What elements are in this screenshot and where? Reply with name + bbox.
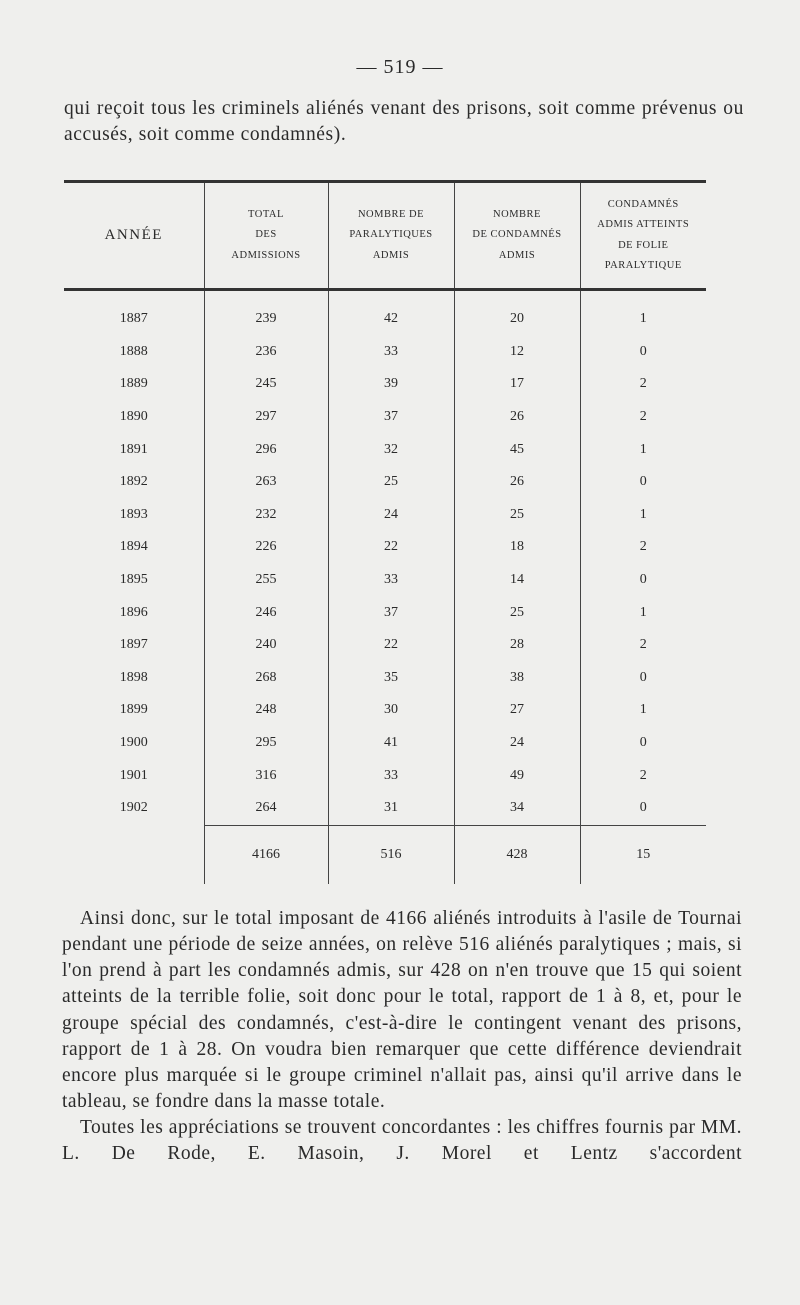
header-total-line3: ADMISSIONS — [231, 249, 301, 261]
conclusion-paragraph-1: Ainsi donc, sur le total imposant de 4166 aliénés introduits à l'asile de Tournai pendant une période de seize années, on relève 516 aliénés paralytiques ; mais, si l'on prend à part les condamnés admis, sur 428 on n'en trouve que 15 qui soient atteints de la terrible folie, soit donc pour le total, rapport de 1 à 8, et, pour le groupe spécial des condamnés, c'est-à-dire le contingent venant des prisons, rapport de 1 à 28. On voudra bien remarquer que cette différence deviendrait encore plus marquée si le groupe criminel n'allait pas, ainsi qu'il arrive dans le tableau, se fondre dans la masse totale. — [62, 908, 742, 1112]
table-row — [64, 401, 706, 434]
row-paralytic-convicts-cell: 0 — [580, 662, 706, 695]
row-total-admissions-cell: 232 — [204, 499, 328, 532]
row-convicts-cell: 26 — [454, 401, 580, 434]
row-total-admissions-cell: 297 — [204, 401, 328, 434]
table-row — [64, 433, 706, 466]
header-paralytics — [328, 182, 454, 290]
row-convicts-cell: 24 — [454, 727, 580, 760]
table-row — [64, 596, 706, 629]
row-year-cell: 1889 — [119, 376, 148, 392]
row-total-admissions-cell: 296 — [204, 433, 328, 466]
header-condpar-line4: PARALYTIQUE — [604, 259, 682, 271]
row-paralytics-cell: 25 — [328, 466, 454, 499]
row-convicts-cell: 28 — [454, 629, 580, 662]
row-convicts-cell: 38 — [454, 662, 580, 695]
row-convicts-cell: 12 — [454, 336, 580, 369]
table-header-row — [64, 182, 706, 290]
page-number: — 519 — — [356, 56, 444, 78]
row-total-admissions-cell: 236 — [204, 336, 328, 369]
header-condpar-line2: ADMIS ATTEINTS — [597, 219, 690, 231]
total-convicts-sum: 428 — [454, 825, 580, 884]
intro-paragraph: qui reçoit tous les criminels aliénés venant des prisons, soit comme prévenus ou accusés, soit comme condamnés). — [64, 98, 744, 145]
row-convicts-cell: 20 — [454, 290, 580, 336]
row-total-admissions-cell: 268 — [204, 662, 328, 695]
table-row — [64, 629, 706, 662]
row-year-cell: 1893 — [119, 506, 148, 522]
table-row — [64, 792, 706, 825]
row-year-cell: 1895 — [119, 572, 148, 588]
table-row — [64, 466, 706, 499]
header-cond-line1: NOMBRE — [493, 208, 541, 220]
total-paralytics-sum: 516 — [328, 825, 454, 884]
header-year: ANNÉE — [64, 182, 204, 290]
row-total-admissions-cell: 239 — [204, 290, 328, 336]
row-paralytics-cell: 39 — [328, 368, 454, 401]
table-row — [64, 564, 706, 597]
row-year-cell: 1902 — [119, 800, 148, 816]
row-total-admissions-cell: 226 — [204, 531, 328, 564]
table-row — [64, 368, 706, 401]
header-paraly-line2: PARALYTIQUES — [349, 229, 433, 241]
row-paralytic-convicts-cell: 0 — [580, 466, 706, 499]
totals-blank-cell — [64, 825, 204, 884]
row-paralytic-convicts-cell: 0 — [580, 792, 706, 825]
row-total-admissions-cell: 240 — [204, 629, 328, 662]
row-paralytic-convicts-cell: 2 — [580, 531, 706, 564]
table-body — [64, 290, 706, 826]
row-paralytics-cell: 41 — [328, 727, 454, 760]
row-convicts-cell: 25 — [454, 499, 580, 532]
row-paralytics-cell: 22 — [328, 531, 454, 564]
header-cond-line3: ADMIS — [498, 249, 536, 261]
row-convicts-cell: 26 — [454, 466, 580, 499]
row-paralytics-cell: 33 — [328, 759, 454, 792]
row-convicts-cell: 25 — [454, 596, 580, 629]
table-row — [64, 759, 706, 792]
row-paralytic-convicts-cell: 0 — [580, 564, 706, 597]
conclusion-paragraph-2: Toutes les appréciations se trouvent concordantes : les chiffres fournis par MM. L. De Rode, E. Masoin, J. Morel et Lentz s'accordent — [62, 1117, 742, 1165]
row-total-admissions-cell: 316 — [204, 759, 328, 792]
row-convicts-cell: 45 — [454, 433, 580, 466]
header-total-admissions — [204, 182, 328, 290]
row-paralytic-convicts-cell: 1 — [580, 499, 706, 532]
row-total-admissions-cell: 246 — [204, 596, 328, 629]
row-year-cell: 1887 — [119, 311, 148, 327]
table-row — [64, 662, 706, 695]
row-paralytics-cell: 33 — [328, 564, 454, 597]
row-total-admissions-cell: 245 — [204, 368, 328, 401]
table-row — [64, 694, 706, 727]
table-row — [64, 290, 706, 336]
row-year-cell: 1892 — [119, 474, 148, 490]
header-paraly-line3: ADMIS — [372, 249, 410, 261]
row-year-cell: 1896 — [119, 604, 148, 620]
row-convicts-cell: 17 — [454, 368, 580, 401]
row-convicts-cell: 27 — [454, 694, 580, 727]
row-paralytic-convicts-cell: 2 — [580, 759, 706, 792]
row-year-cell: 1901 — [119, 767, 148, 783]
row-convicts-cell: 18 — [454, 531, 580, 564]
row-paralytic-convicts-cell: 1 — [580, 694, 706, 727]
row-year-cell: 1894 — [119, 539, 148, 555]
row-paralytics-cell: 37 — [328, 401, 454, 434]
total-paralytic-convicts-sum: 15 — [580, 825, 706, 884]
row-paralytics-cell: 30 — [328, 694, 454, 727]
row-paralytics-cell: 42 — [328, 290, 454, 336]
row-year-cell: 1899 — [119, 702, 148, 718]
row-total-admissions-cell: 264 — [204, 792, 328, 825]
row-total-admissions-cell: 295 — [204, 727, 328, 760]
table-row — [64, 531, 706, 564]
row-year-cell: 1890 — [119, 409, 148, 425]
header-paralytic-convicts — [580, 182, 706, 290]
row-paralytics-cell: 32 — [328, 433, 454, 466]
header-total-line1: TOTAL — [248, 208, 284, 220]
row-paralytics-cell: 24 — [328, 499, 454, 532]
header-condpar-line3: DE FOLIE — [618, 239, 669, 251]
table-row — [64, 499, 706, 532]
conclusion-text — [62, 906, 742, 1167]
row-paralytic-convicts-cell: 1 — [580, 290, 706, 336]
header-paraly-line1: NOMBRE DE — [357, 208, 425, 220]
statistics-table — [64, 180, 706, 884]
header-cond-line2: DE CONDAMNÉS — [472, 229, 562, 241]
row-paralytics-cell: 33 — [328, 336, 454, 369]
total-admissions-sum: 4166 — [204, 825, 328, 884]
row-paralytic-convicts-cell: 2 — [580, 368, 706, 401]
row-year-cell: 1898 — [119, 669, 148, 685]
row-total-admissions-cell: 255 — [204, 564, 328, 597]
row-year-cell: 1888 — [119, 343, 148, 359]
row-year-cell: 1891 — [119, 441, 148, 457]
row-paralytics-cell: 37 — [328, 596, 454, 629]
header-total-line2: DES — [255, 229, 277, 241]
row-paralytic-convicts-cell: 2 — [580, 401, 706, 434]
row-total-admissions-cell: 263 — [204, 466, 328, 499]
row-convicts-cell: 49 — [454, 759, 580, 792]
row-paralytic-convicts-cell: 0 — [580, 727, 706, 760]
table-row — [64, 727, 706, 760]
row-convicts-cell: 34 — [454, 792, 580, 825]
row-total-admissions-cell: 248 — [204, 694, 328, 727]
header-convicts — [454, 182, 580, 290]
row-paralytics-cell: 31 — [328, 792, 454, 825]
statistics-table-container — [64, 180, 706, 884]
row-convicts-cell: 14 — [454, 564, 580, 597]
totals-row — [64, 825, 706, 884]
table-row — [64, 336, 706, 369]
row-paralytic-convicts-cell: 1 — [580, 596, 706, 629]
row-year-cell: 1897 — [119, 637, 148, 653]
header-condpar-line1: CONDAMNÉS — [607, 198, 679, 210]
row-paralytics-cell: 35 — [328, 662, 454, 695]
row-paralytic-convicts-cell: 1 — [580, 433, 706, 466]
row-paralytic-convicts-cell: 0 — [580, 336, 706, 369]
row-paralytic-convicts-cell: 2 — [580, 629, 706, 662]
row-paralytics-cell: 22 — [328, 629, 454, 662]
row-year-cell: 1900 — [119, 735, 148, 751]
